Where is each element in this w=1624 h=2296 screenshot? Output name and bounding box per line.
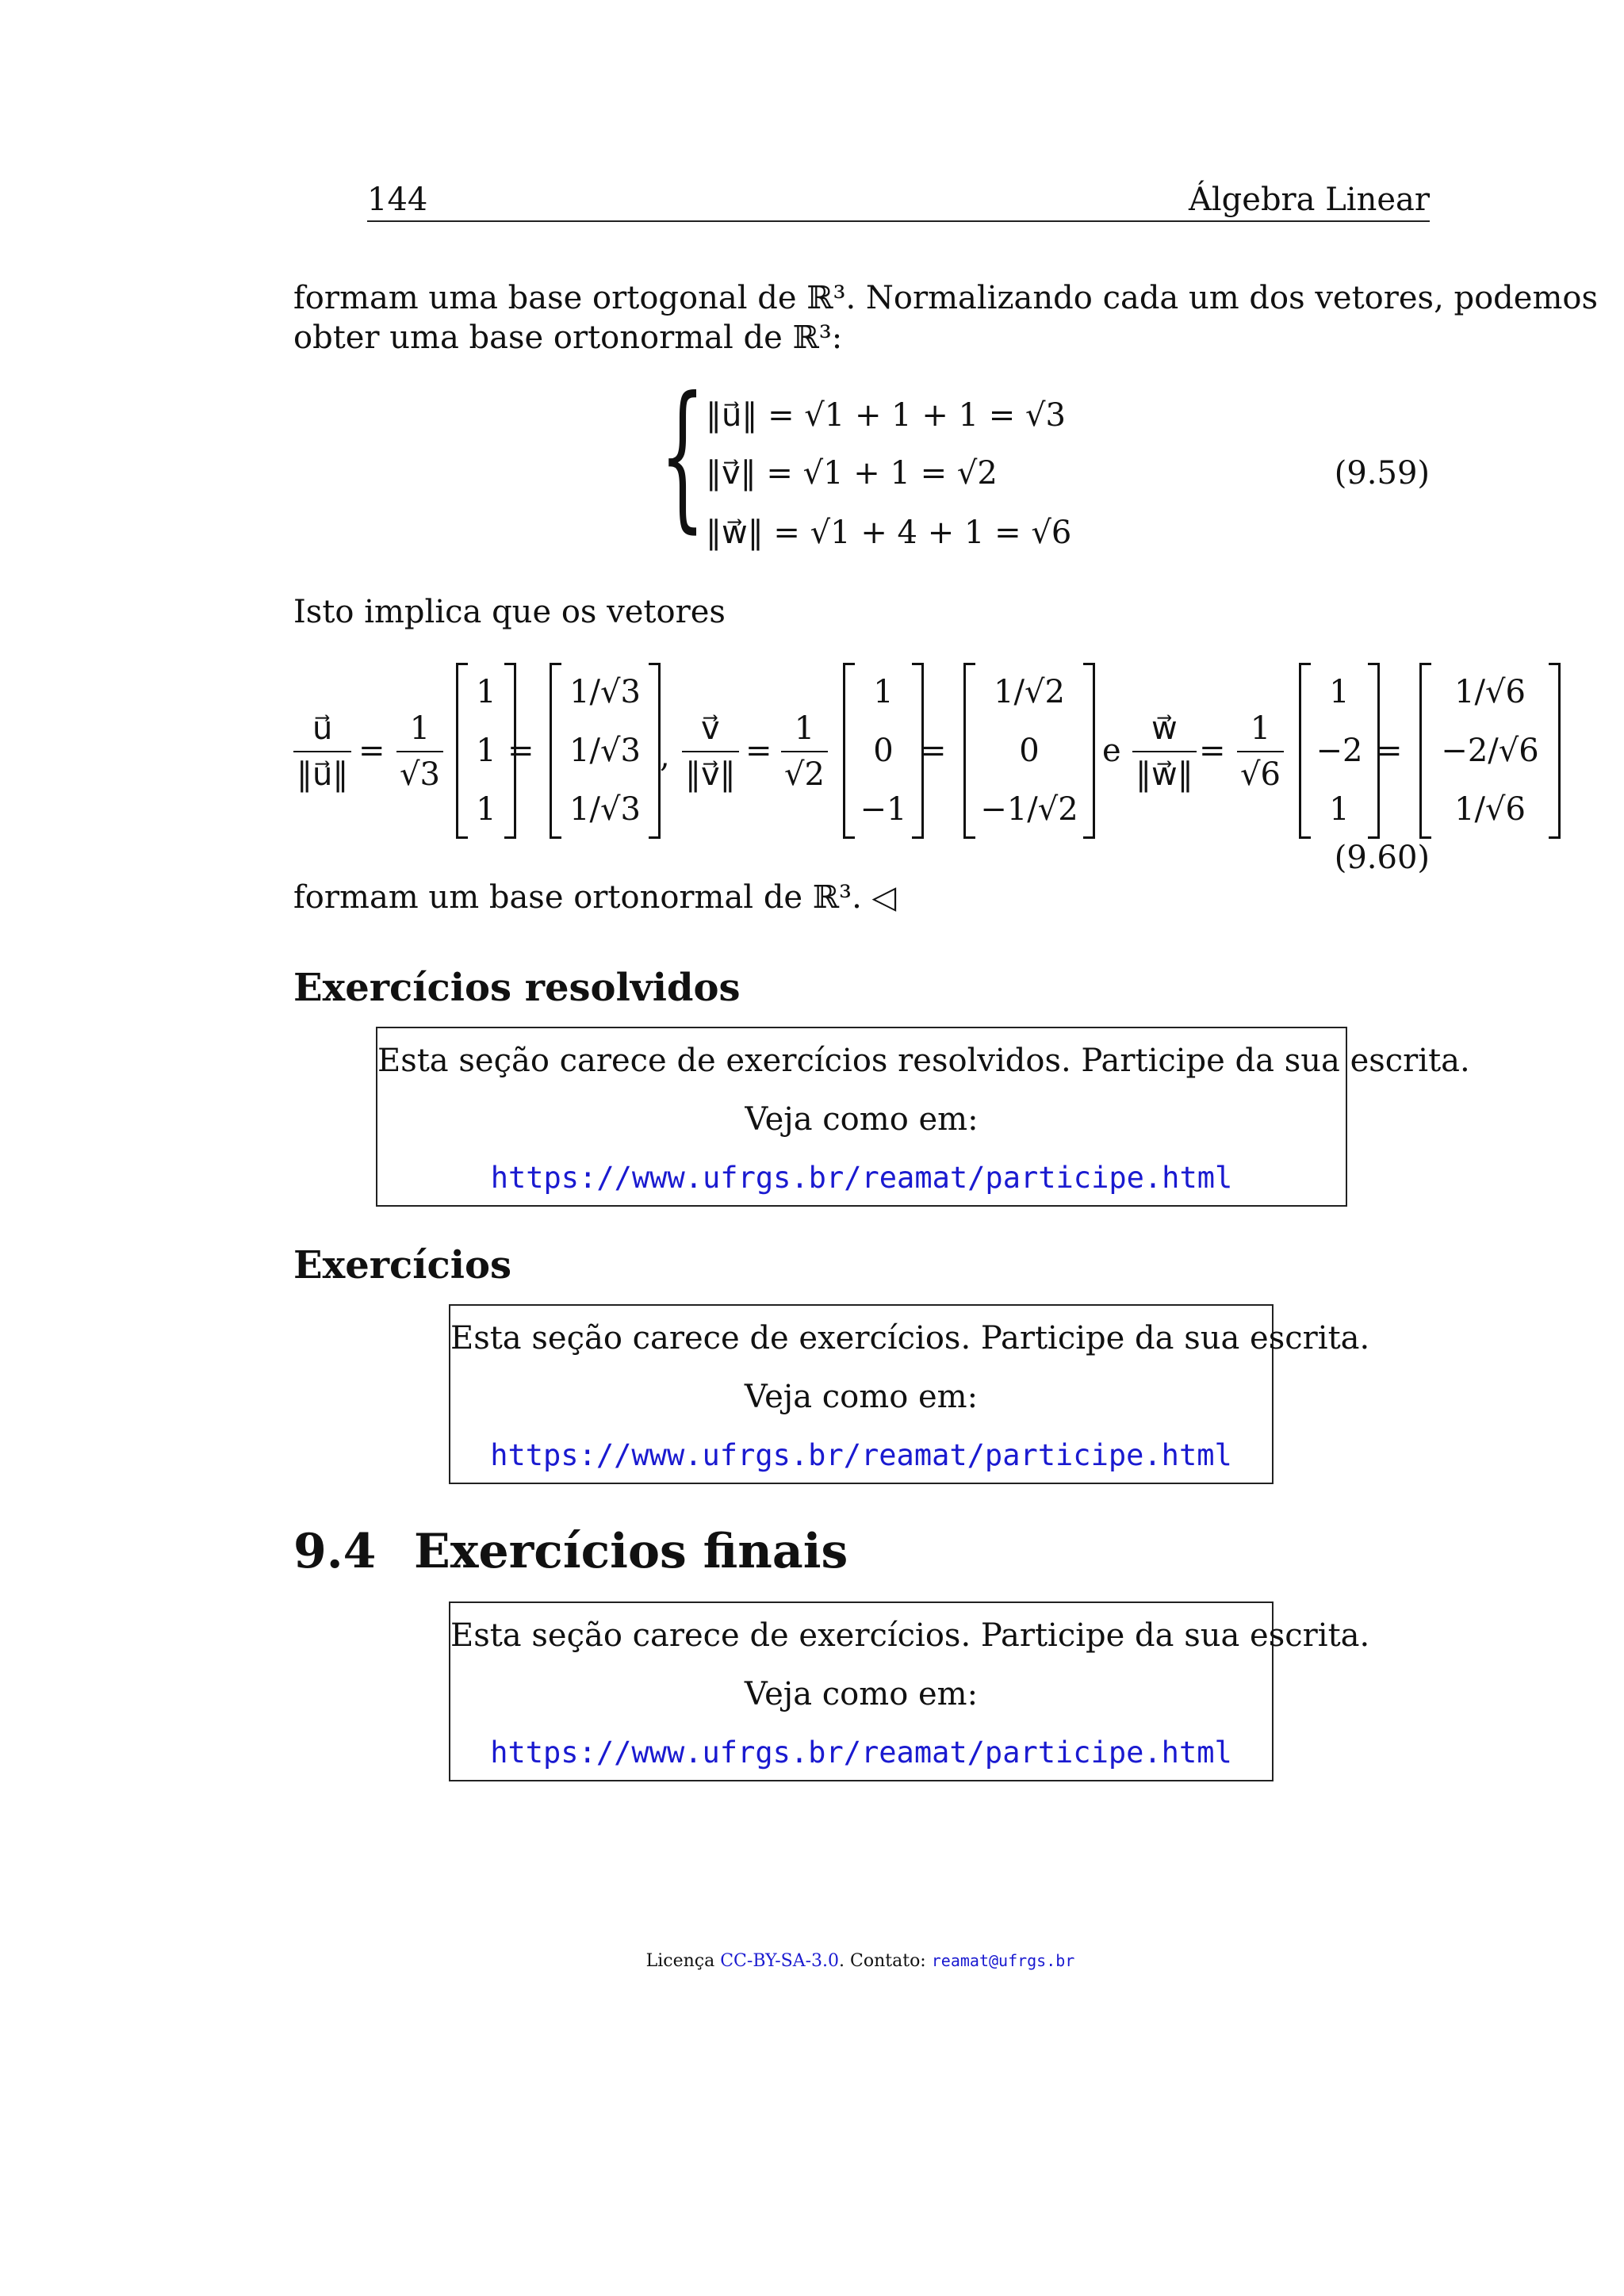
w-vector: w⃗ <box>1151 710 1178 747</box>
footer <box>0 1949 1624 1973</box>
v-column-matrix <box>843 663 924 839</box>
v-coef-denominator: √2 <box>784 756 825 793</box>
matrix-cell: 1/√6 <box>1454 791 1526 828</box>
u-coef-denominator: √3 <box>400 756 440 793</box>
page-number: 144 <box>367 182 428 218</box>
solved-exercises-notice-box <box>376 1027 1470 1207</box>
matrix-cell: −1/√2 <box>980 791 1078 828</box>
u-coef-numerator: 1 <box>409 710 431 747</box>
matrix-cell: −2/√6 <box>1441 733 1539 769</box>
equals-sign: = <box>920 733 947 769</box>
w-norm: ‖w⃗‖ <box>1136 756 1193 793</box>
matrix-cell: 1 <box>476 674 496 710</box>
u-over-norm-u <box>293 710 351 794</box>
norm-v-equation: ‖v⃗‖ = √1 + 1 = √2 <box>706 455 998 492</box>
u-vector: u⃗ <box>312 710 333 747</box>
v-over-norm-v <box>682 710 739 794</box>
matrix-cell: 1/√6 <box>1454 674 1526 710</box>
matrix-cell: 1/√3 <box>569 733 641 769</box>
notice-text: Esta seção carece de exercícios. Participe da sua escrita. <box>450 1617 1370 1654</box>
norm-w-equation: ‖w⃗‖ = √1 + 4 + 1 = √6 <box>706 515 1072 551</box>
equation-number-960: (9.60) <box>1334 840 1430 876</box>
participate-link[interactable]: https://www.ufrgs.br/reamat/participe.html <box>490 1161 1233 1195</box>
v-vector: v⃗ <box>701 710 720 747</box>
matrix-cell: −2 <box>1316 733 1363 769</box>
conjunction-e: e <box>1102 733 1121 769</box>
notice-see-how: Veja como em: <box>745 1101 979 1138</box>
matrix-cell: 1/√3 <box>569 791 641 828</box>
matrix-cell: −1 <box>860 791 907 828</box>
notice-see-how: Veja como em: <box>744 1676 979 1712</box>
norm-u-equation: ‖u⃗‖ = √1 + 1 + 1 = √3 <box>706 397 1066 434</box>
notice-text: Esta seção carece de exercícios. Participe da sua escrita. <box>450 1320 1370 1357</box>
section-number: 9.4 <box>293 1524 377 1579</box>
section-heading-final-exercises: Exercícios finais <box>414 1524 848 1579</box>
w-over-norm-w <box>1132 710 1197 794</box>
contact-email-link[interactable]: reamat@ufrgs.br <box>931 1951 1075 1970</box>
matrix-cell: 0 <box>1019 733 1040 769</box>
w-coef-denominator: √6 <box>1240 756 1281 793</box>
u-coefficient <box>396 710 443 794</box>
participate-link[interactable]: https://www.ufrgs.br/reamat/participe.html <box>490 1438 1232 1472</box>
participate-link[interactable]: https://www.ufrgs.br/reamat/participe.html <box>490 1735 1232 1770</box>
equals-sign: = <box>1376 733 1403 769</box>
matrix-cell: 1/√2 <box>994 674 1065 710</box>
matrix-cell: 1 <box>476 791 496 828</box>
equals-sign: = <box>508 733 534 769</box>
equation-number-959: (9.59) <box>1334 455 1430 492</box>
license-link[interactable]: CC-BY-SA-3.0 <box>720 1951 840 1971</box>
matrix-cell: 1 <box>873 674 894 710</box>
intro-line-1: formam uma base ortogonal de ℝ³. Normalizando cada um dos vetores, podemos <box>293 280 1598 316</box>
equals-sign: = <box>1199 733 1226 769</box>
header-rule <box>367 220 1430 222</box>
section-heading-solved-exercises: Exercícios resolvidos <box>293 966 741 1010</box>
section-heading-exercises: Exercícios <box>293 1243 511 1288</box>
u-result-matrix <box>550 663 661 839</box>
conclusion-text: formam um base ortonormal de ℝ³. ◁ <box>293 879 897 916</box>
notice-see-how: Veja como em: <box>744 1379 979 1415</box>
intro-line-2: obter uma base ortonormal de ℝ³: <box>293 320 843 356</box>
matrix-cell: 1 <box>1329 791 1350 828</box>
v-result-matrix <box>963 663 1095 839</box>
final-exercises-notice-box <box>449 1601 1370 1781</box>
license-prefix: Licença <box>645 1951 715 1971</box>
v-coef-numerator: 1 <box>794 710 815 747</box>
equals-sign: = <box>745 733 772 769</box>
u-norm: ‖u⃗‖ <box>297 756 349 793</box>
implies-text: Isto implica que os vetores <box>293 594 726 630</box>
w-coef-numerator: 1 <box>1250 710 1271 747</box>
matrix-cell: 0 <box>873 733 894 769</box>
v-coefficient <box>781 710 828 794</box>
left-brace: { <box>660 363 706 548</box>
w-result-matrix <box>1419 663 1561 839</box>
matrix-cell: 1 <box>1329 674 1350 710</box>
matrix-cell: 1/√3 <box>569 674 641 710</box>
matrix-cell: 1 <box>476 733 496 769</box>
running-title: Álgebra Linear <box>1188 182 1430 218</box>
v-norm: ‖v⃗‖ <box>685 756 736 793</box>
w-coefficient <box>1237 710 1284 794</box>
equals-sign: = <box>358 733 385 769</box>
comma: , <box>660 738 670 775</box>
contact-prefix: . Contato: <box>839 1951 926 1971</box>
exercises-notice-box <box>449 1304 1370 1484</box>
notice-text: Esta seção carece de exercícios resolvidos. Participe da sua escrita. <box>377 1043 1470 1079</box>
w-column-matrix <box>1299 663 1380 839</box>
